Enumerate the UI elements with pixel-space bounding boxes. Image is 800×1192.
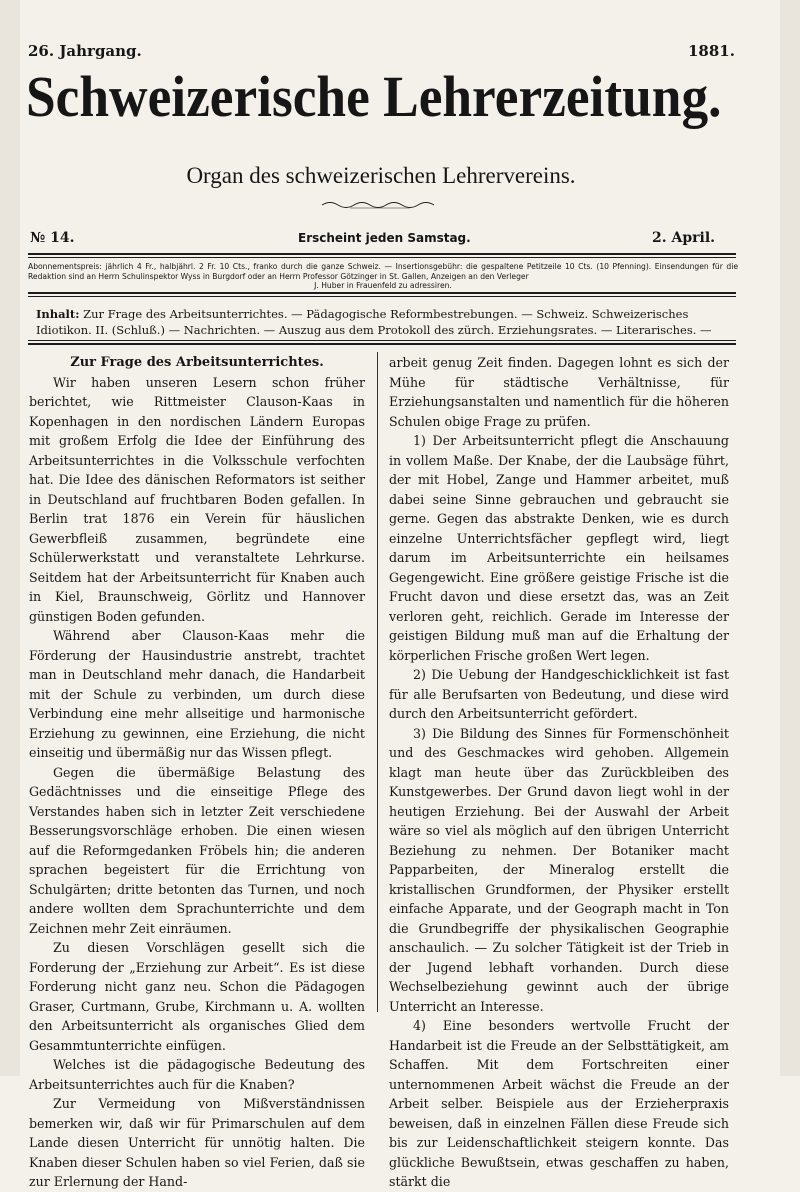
paragraph: 3) Die Bildung des Sinnes für Formenschönheit und des Geschmackes wird gehoben. Allgemein klagt man heute über das Zurückbleiben des Kunstgewerbes. Der Grund davon liegt wohl in der heutigen Erziehung. Bei der Auswahl der Arbeit wäre so viel als möglich auf den übrigen Unterricht Beziehung zu nehmen. Der Botaniker macht Papparbeiten, der Mineralog erstellt die kristallischen Grundformen, der Physiker erstellt einfache Apparate, und der Geograph macht in Ton die Grundbegriffe der physikalischen Geographie anschaulich. — Zu solcher Tätigkeit ist der Trieb in der Jugend lebhaft vorhanden. Durch diese Wechselbeziehung gewinnt auch der übrige Unterricht an Interesse.	[389, 725, 729, 1014]
issue-date: 2. April.	[652, 230, 716, 246]
paragraph: 4) Eine besonders wertvolle Frucht der Handarbeit ist die Freude an der Selbsttätigkeit, am Schaffen. Mit dem Fortschreiten einer unternommenen Arbeit wächst die Freude an der Arbeit selber. Beispiele aus der Erzieherpraxis beweisen, daß in einzelnen Fällen diese Freude sich bis zur Leidenschaftlichkeit steigern konnte. Das glückliche Bewußtsein, etwas geschaffen zu haben, stärkt die	[389, 1018, 729, 1189]
paragraph: Während aber Clauson-Kaas mehr die Förderung der Hausindustrie anstrebt, trachtet man in Deutschland mehr danach, die Handarbeit mit der Schule zu verbinden, um durch diese Verbindung eine mehr allseitige und harmonische Erziehung zu gewinnen, eine Erziehung, die nicht einseitig und übermäßig nur das Wissen pflegt.	[29, 628, 365, 760]
subscription-line-1: Abonnementspreis: jährlich 4 Fr., halbjährl. 2 Fr. 10 Cts., franko durch die ganze Schweiz. — Insertionsgebühr: die gespaltene Petitzeile 10 Cts. (10 Pfenning).	[28, 262, 652, 271]
paragraph: 1) Der Arbeitsunterricht pflegt die Anschauung in vollem Maße. Der Knabe, der die Laubsäge führt, der mit Hobel, Zange und Hammer arbeitet, muß dabei seine Sinne gebrauchen und gebraucht sie gerne. Gegen das abstrakte Denken, wie es durch einzelne Unterrichtsfächer gepflegt wird, liegt darum im Arbeitsunterrichte ein heilsames Gegengewicht. Eine größere geistige Frische ist die Frucht davon und diese ersetzt das, was an Zeit verloren geht, reichlich. Gerade im Interesse der geistigen Bildung muß man auf die Erhaltung der körperlichen Frische großen Wert legen.	[389, 433, 729, 663]
rule-contents-bottom	[28, 343, 736, 345]
column-divider	[377, 352, 378, 1012]
publication-frequency: Erscheint jeden Samstag.	[298, 231, 471, 245]
column-right	[389, 353, 729, 1192]
subscription-info	[28, 262, 738, 291]
paragraph: 2) Die Uebung der Handgeschicklichkeit ist fast für alle Berufsarten von Bedeutung, und diese wird durch den Arbeitsunterricht gefördert.	[389, 667, 729, 721]
subscription-line-3: J. Huber in Frauenfeld zu adressiren.	[314, 281, 452, 290]
column-left	[29, 353, 365, 1192]
paragraph: Wir haben unseren Lesern schon früher berichtet, wie Rittmeister Clauson-Kaas in Kopenhagen in den nordischen Ländern Europas mit großem Erfolg die Idee der Einführung des Arbeitsunterrichtes in die Volksschule verfochten hat. Die Idee des dänischen Reformators ist seither in Deutschland auf fruchtbaren Boden gefallen. In Berlin trat 1876 ein Verein für häuslichen Gewerbfleiß zusammen, begründete eine Schülerwerkstatt und veranstaltete Lehrkurse. Seitdem hat der Arbeitsunterricht für Knaben auch in Kiel, Braunschweig, Görlitz und Hannover günstigen Boden gefunden.	[29, 374, 365, 624]
paragraph: arbeit genug Zeit finden. Dagegen lohnt es sich der Mühe für städtische Verhältnisse, für Erziehungsanstalten und namentlich für die höheren Schulen obige Frage zu prüfen.	[389, 355, 729, 429]
masthead-title: Schweizerische Lehrerzeitung.	[26, 64, 722, 129]
contents-text: Zur Frage des Arbeitsunterrichtes. — Pädagogische Reformbestrebungen. — Schweiz. Schweizerisches Idiotikon. II. (Schluß.) — Nachrichten. — Auszug aus dem Protokoll des zürch. Erziehungsrates. — Literarisches. —	[36, 307, 712, 337]
rule-top-thick	[28, 253, 736, 255]
masthead-subtitle: Organ des schweizerischen Lehrervereins.	[186, 163, 576, 188]
subscription-line-2: Einsendungen für die Redaktion sind an Herrn Schulinspektor Wyss in Burgdorf oder an Herrn Professor Götzinger in St. Gallen, Anzeigen an den Verleger	[28, 262, 739, 281]
page-margin-right	[780, 0, 800, 1076]
contents-label: Inhalt:	[36, 307, 80, 321]
paragraph: Zur Vermeidung von Mißverständnissen bemerken wir, daß wir für Primarschulen auf dem Lande diesen Unterricht für unnötig halten. Die Knaben dieser Schulen haben so viel Ferien, daß sie zur Erlernung der Hand-	[29, 1096, 365, 1189]
volume-label: 26. Jahrgang.	[28, 42, 142, 60]
paragraph: Gegen die übermäßige Belastung des Gedächtnisses und die einseitige Pflege des Verstandes haben sich in letzter Zeit verschiedene Besserungsvorschläge erhoben. Die einen wiesen auf die Reformgedanken Fröbels hin; die anderen sprachen begeistert für die Errichtung von Schulgärten; dritte betonten das Turnen, und noch andere wollten dem Sprachunterrichte und dem Zeichnen mehr Zeit einräumen.	[29, 764, 365, 936]
page-margin-left	[0, 0, 20, 1076]
flourish-ornament	[320, 198, 440, 212]
rule-contents-top	[28, 292, 736, 294]
rule-top-thin	[28, 257, 736, 258]
article-heading: Zur Frage des Arbeitsunterrichtes.	[70, 355, 324, 370]
rule-contents-bottom-thin	[28, 340, 736, 341]
table-of-contents	[36, 306, 736, 338]
rule-contents-top-thin	[28, 296, 736, 297]
year-label: 1881.	[688, 42, 735, 60]
paragraph: Welches ist die pädagogische Bedeutung des Arbeitsunterrichtes auch für die Knaben?	[29, 1057, 365, 1092]
issue-number: № 14.	[30, 230, 75, 246]
paragraph: Zu diesen Vorschlägen gesellt sich die Forderung der „Erziehung zur Arbeit“. Es ist diese Forderung nicht ganz neu. Schon die Pädagogen Graser, Curtmann, Grube, Kirchmann u. A. wollten den Arbeitsunterricht als organisches Glied dem Gesammtunterrichte einfügen.	[29, 940, 365, 1053]
